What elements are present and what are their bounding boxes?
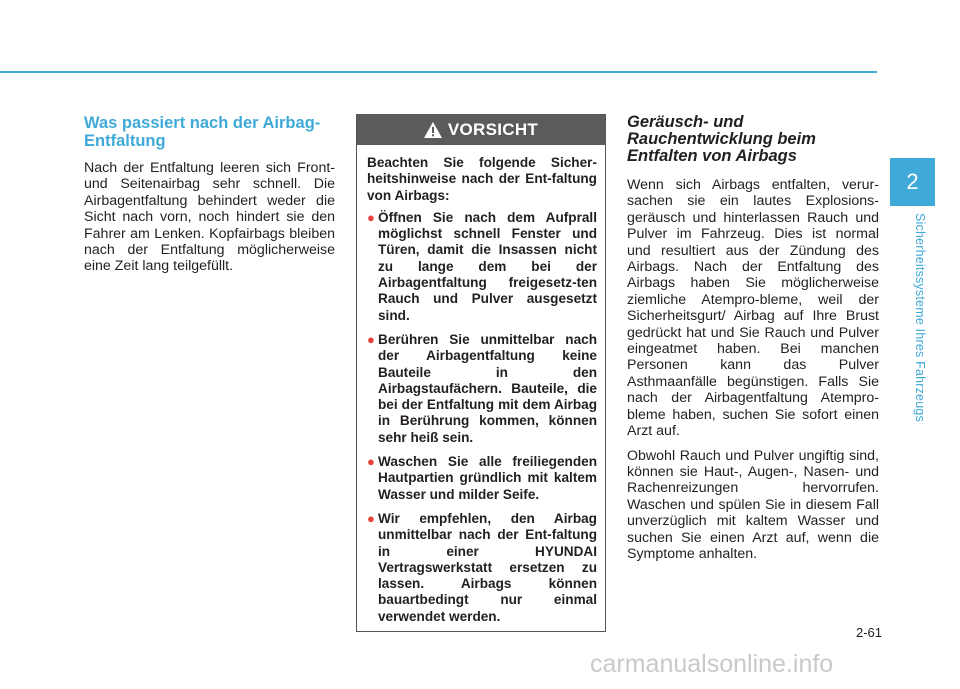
watermark: carmanualsonline.info <box>590 650 834 678</box>
noise-smoke-paragraph-2: Obwohl Rauch und Pulver ungiftig sind, können sie Haut-, Augen-, Nasen- und Rachenreizungen hervorrufen. Waschen und spülen Sie in diesem Fall unverzüglich mit kaltem Wasser und suchen Sie einen Arzt auf, wenn die Symptome anhalten. <box>627 447 879 562</box>
chapter-side-label: Sicherheitssysteme Ihres Fahrzeugs <box>913 213 927 422</box>
title-line: Rauchentwicklung beim <box>627 130 816 148</box>
bullet-icon: ● <box>367 454 375 470</box>
caution-item <box>367 511 597 625</box>
bullet-icon: ● <box>367 209 375 225</box>
caution-item <box>367 332 597 446</box>
top-rule <box>0 71 877 73</box>
title-line: Entfalten von Airbags <box>627 147 797 165</box>
caution-item-text: Öffnen Sie nach dem Aufprall möglichst schnell Fenster und Türen, damit die Insassen nicht zu lange dem bei der Airbagentfaltung freigesetz-ten Rauch und Pulver ausgesetzt sind. <box>378 209 597 323</box>
bullet-icon: ● <box>367 331 375 347</box>
caution-item-text: Waschen Sie alle freiliegenden Hautpartien gründlich mit kaltem Wasser und milder Seife. <box>378 454 597 502</box>
caution-item <box>367 454 597 503</box>
noise-smoke-paragraph-1: Wenn sich Airbags entfalten, verur-sachen sie ein lautes Explosions-geräusch und hinterlassen Rauch und Pulver im Fahrzeug. Dies ist normal und resultiert aus der Zündung des Airbags. Nach der Entfaltung des Airbags haben Sie möglicherweise ziemliche Atempro-bleme, weil der Sicherheitsgurt/ Airbag auf Ihre Brust gedrückt hat und Sie Rauch und Pulver eingeatmet haben. Bei manchen Personen kann das Pulver Asthmaanfälle begünstigen. Falls Sie nach der Airbagentfaltung Atempro-bleme haben, suchen Sie sofort einen Arzt auf. <box>627 177 879 440</box>
right-column <box>627 114 879 570</box>
caution-body <box>357 145 605 625</box>
caution-item <box>367 210 597 324</box>
left-column <box>84 114 335 283</box>
caution-header <box>357 115 605 145</box>
caution-item-text: Wir empfehlen, den Airbag unmittelbar nach der Ent-faltung in einer HYUNDAI Vertragswerkstatt ersetzen zu lassen. Airbags können bauartbedingt nur einmal verwendet werden. <box>378 510 597 624</box>
caution-box <box>356 114 606 632</box>
warning-triangle-icon <box>424 122 442 138</box>
page-number: 2-61 <box>855 625 882 640</box>
section-title-after-deployment: Was passiert nach der Airbag-Entfaltung <box>84 114 321 150</box>
caution-item-text: Berühren Sie unmittelbar nach der Airbagentfaltung keine Bauteile in den Airbagstaufächern. Bauteile, die bei der Entfaltung mit dem Airbag in Berührung kommen, können sehr heiß sein. <box>378 331 597 445</box>
chapter-number-tab: 2 <box>890 158 935 206</box>
after-deployment-paragraph: Nach der Entfaltung leeren sich Front- und Seitenairbag sehr schnell. Die Airbagentfaltung behindert weder die Sicht nach vorn, noch hindert sie den Fahrer am Lenken. Kopfairbags bleiben nach der Entfaltung möglicherweise eine Zeit lang teilgefüllt. <box>84 160 335 275</box>
bullet-icon: ● <box>367 510 375 526</box>
section-title-noise-smoke <box>627 114 879 165</box>
caution-heading: VORSICHT <box>447 120 539 139</box>
title-line: Geräusch- und <box>627 113 744 131</box>
caution-intro: Beachten Sie folgende Sicher-heitshinweise nach der Ent-faltung von Airbags: <box>367 155 597 203</box>
